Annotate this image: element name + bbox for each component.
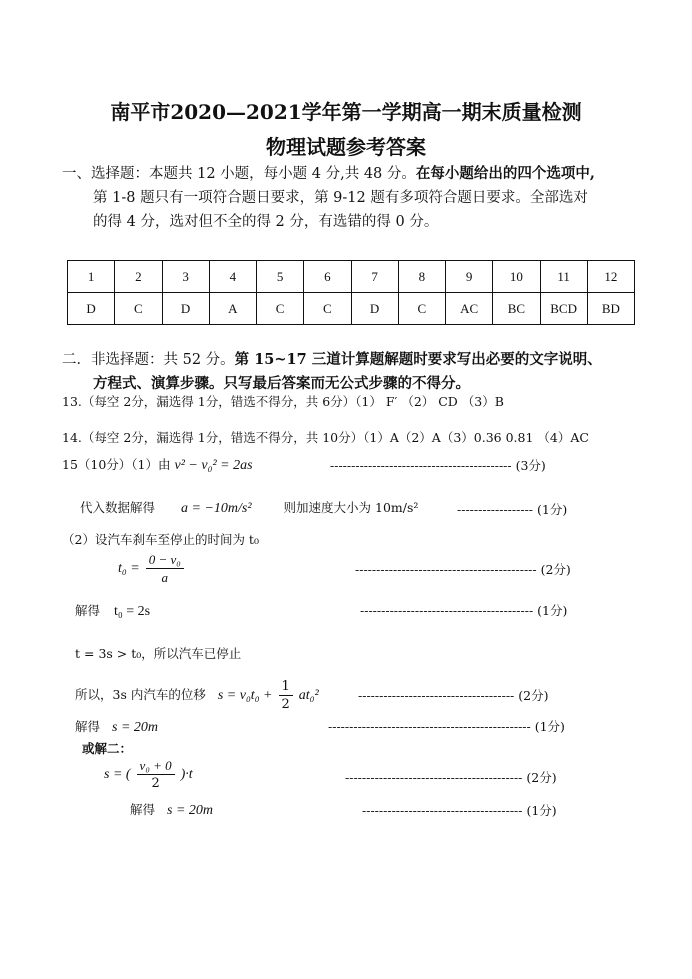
q15-score-1: ------------------------------------------- (3分) [330,458,546,473]
table-cell: C [257,293,304,325]
table-cell: 10 [493,261,540,293]
fraction-denominator: 2 [151,776,160,791]
q15-score-5: ------------------------------------- (2分) [358,688,549,703]
q15-substitute-label: 代入数据解得 [80,500,156,515]
q15-t0-lhs: t₀ = [118,561,140,576]
section2-line1-normal: 二．非选择题：共 52 分。 [62,352,235,368]
q15-score-2: ------------------ (1分) [457,502,568,517]
q15-score-3: ------------------------------------------- (2分) [355,562,571,577]
q15-displacement-rhs: at₀² [298,688,319,703]
section2-line1 [62,348,602,369]
table-cell: BD [587,293,634,325]
q15-eq1: v² − v₀² = 2as [174,458,253,473]
table-cell: C [304,293,351,325]
q15-solve-label: 解得 [75,719,101,734]
table-cell: AC [446,293,493,325]
table-cell: 9 [446,261,493,293]
q15-displacement-label: 所以，3s 内汽车的位移 [75,687,206,702]
table-cell: 4 [209,261,256,293]
q15-solve-label: 解得 [75,603,101,618]
q15-score-8: -------------------------------------- (1分) [362,803,557,818]
q15-alt-rhs: )·t [180,767,193,782]
q15-solve-label: 解得 [130,802,156,817]
q15-alt-label: 或解二： [82,741,133,756]
table-cell: D [351,293,398,325]
q15-displacement-lhs: s = v₀t₀ + [217,688,273,703]
doc-subtitle: 物理试题参考答案 [266,135,426,159]
fraction [137,757,175,792]
fraction-denominator: a [161,570,168,585]
q13-answer: 13.（每空 2分，漏选得 1分，错选不得分，共 6分）（1） F′ （2） CD （3）B [62,394,504,409]
fraction-numerator: 1 [279,678,293,696]
fraction-denominator: 2 [281,697,290,712]
section1-line1 [62,162,595,183]
fraction [146,551,184,586]
fraction-numerator: v₀ + 0 [137,757,175,775]
fraction [279,678,293,713]
table-cell: 7 [351,261,398,293]
q15-head [62,455,253,474]
section1-line1-bold: 在每小题给出的四个选项中, [415,165,595,182]
table-cell: BC [493,293,540,325]
table-cell: C [398,293,445,325]
table-cell: C [115,293,162,325]
q15-substitute-result: 则加速度大小为 10m/s² [283,500,419,515]
answer-table [67,260,635,325]
q15-displacement-line [75,678,319,713]
q15-solve3: s = 20m [167,803,214,818]
q15-score-4: ----------------------------------------- (1分) [360,603,568,618]
q15-solve1-line [75,601,150,620]
table-cell: 3 [162,261,209,293]
q15-score-7: ------------------------------------------ (2分) [345,770,557,785]
q15-alt-formula [104,757,193,792]
q15-substitute-line [80,498,418,517]
q15-stop-line: t = 3s > t₀，所以汽车已停止 [75,646,242,661]
q15-part2: （2）设汽车刹车至停止的时间为 t₀ [62,532,259,547]
fraction-numerator: 0 − v₀ [146,551,184,569]
table-cell: 5 [257,261,304,293]
table-cell: 11 [540,261,587,293]
q15-substitute-eq: a = −10m/s² [181,501,252,516]
section1-line3: 的得 4 分，选对但不全的得 2 分，有选错的得 0 分。 [93,214,439,230]
section2-line2: 方程式、演算步骤。只写最后答案而无公式步骤的不得分。 [93,375,470,392]
table-cell: 2 [115,261,162,293]
q15-alt-lhs: s = ( [104,767,131,782]
section1-line1-normal: 一、选择题：本题共 12 小题，每小题 4 分,共 48 分。 [62,166,416,182]
q15-score-6: ------------------------------------------------ (1分) [328,719,565,734]
q15-solve3-line [130,800,213,819]
q15-solve2-line [75,717,158,736]
answer-table-answer-row [68,293,635,325]
section2-line1-bold: 第 15~17 三道计算题解题时要求写出必要的文字说明、 [234,351,602,368]
q15-head-label: 15（10分）（1）由 [62,457,171,472]
q15-solve1: t₀ = 2s [114,604,151,619]
q15-solve2: s = 20m [112,720,159,735]
section1-line2: 第 1-8 题只有一项符合题日要求，第 9-12 题有多项符合题日要求。全部选对 [93,190,588,206]
table-cell: 6 [304,261,351,293]
table-cell: 1 [68,261,115,293]
table-cell: D [162,293,209,325]
q15-t0-formula [118,551,186,586]
table-cell: A [209,293,256,325]
table-cell: 12 [587,261,634,293]
answer-table-number-row [68,261,635,293]
table-cell: 8 [398,261,445,293]
q14-answer: 14.（每空 2分，漏选得 1分，错选不得分，共 10分）（1）A（2）A（3）0.36 0.81 （4）AC [62,430,589,445]
table-cell: BCD [540,293,587,325]
doc-title: 南平市2020—2021学年第一学期高一期末质量检测 [110,100,582,124]
table-cell: D [68,293,115,325]
